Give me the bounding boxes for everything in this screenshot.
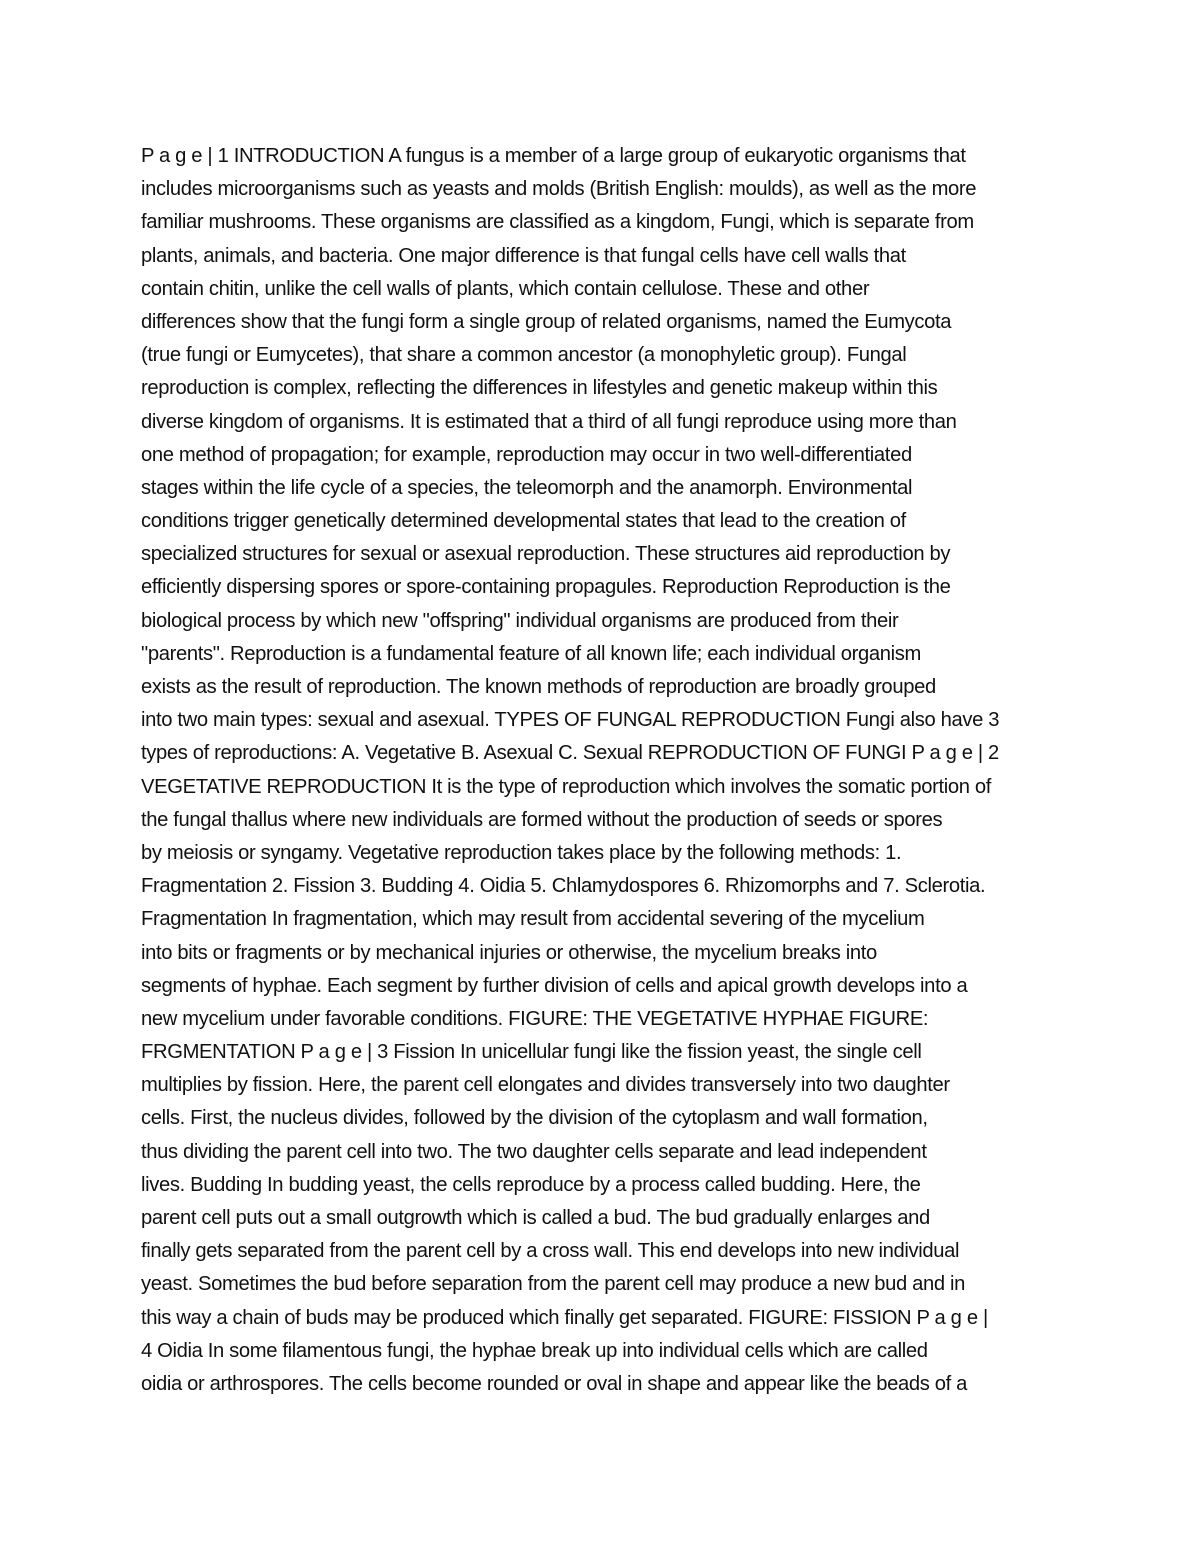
text-line: plants, animals, and bacteria. One major difference is that fungal cells have cell walls that bbox=[141, 244, 906, 267]
text-line: includes microorganisms such as yeasts and molds (British English: moulds), as well as the more bbox=[141, 178, 977, 201]
text-line: VEGETATIVE REPRODUCTION It is the type of reproduction which involves the somatic portion of bbox=[141, 775, 992, 798]
text-line: into bits or fragments or by mechanical injuries or otherwise, the mycelium breaks into bbox=[141, 941, 877, 964]
text-line: parent cell puts out a small outgrowth which is called a bud. The bud gradually enlarges and bbox=[141, 1207, 930, 1229]
text-line: P a g e | 1 INTRODUCTION A fungus is a member of a large group of eukaryotic organisms that bbox=[141, 145, 966, 167]
text-line: 4 Oidia In some filamentous fungi, the hyphae break up into individual cells which are called bbox=[141, 1339, 928, 1362]
text-line: specialized structures for sexual or asexual reproduction. These structures aid reproduction by bbox=[141, 543, 951, 566]
text-line: "parents". Reproduction is a fundamental feature of all known life; each individual organism bbox=[141, 642, 922, 665]
text-line: conditions trigger genetically determined developmental states that lead to the creation of bbox=[141, 510, 906, 533]
text-line: types of reproductions: A. Vegetative B. Asexual C. Sexual REPRODUCTION OF FUNGI P a g e | 2 bbox=[141, 742, 999, 765]
text-line: diverse kingdom of organisms. It is estimated that a third of all fungi reproduce using more than bbox=[141, 410, 957, 433]
text-line: cells. First, the nucleus divides, followed by the division of the cytoplasm and wall formation, bbox=[141, 1107, 928, 1130]
text-line: segments of hyphae. Each segment by further division of cells and apical growth develops into a bbox=[141, 974, 968, 997]
text-line: differences show that the fungi form a single group of related organisms, named the Eumycota bbox=[141, 310, 952, 333]
text-line: one method of propagation; for example, reproduction may occur in two well-differentiated bbox=[141, 443, 912, 466]
text-line: biological process by which new "offspring" individual organisms are produced from their bbox=[141, 609, 899, 632]
text-line: exists as the result of reproduction. The known methods of reproduction are broadly grouped bbox=[141, 676, 936, 698]
text-line: Fragmentation 2. Fission 3. Budding 4. Oidia 5. Chlamydospores 6. Rhizomorphs and 7. Sclerotia. bbox=[141, 875, 986, 898]
text-line: efficiently dispersing spores or spore-containing propagules. Reproduction Reproduction is the bbox=[141, 576, 951, 599]
text-line: into two main types: sexual and asexual. TYPES OF FUNGAL REPRODUCTION Fungi also have 3 bbox=[141, 709, 1000, 732]
text-line: contain chitin, unlike the cell walls of plants, which contain cellulose. These and other bbox=[141, 277, 870, 300]
text-line: new mycelium under favorable conditions. FIGURE: THE VEGETATIVE HYPHAE FIGURE: bbox=[141, 1007, 929, 1030]
text-line: FRGMENTATION P a g e | 3 Fission In unicellular fungi like the fission yeast, the single cell bbox=[141, 1041, 922, 1064]
text-line: reproduction is complex, reflecting the differences in lifestyles and genetic makeup within this bbox=[141, 377, 938, 400]
text-line: thus dividing the parent cell into two. The two daughter cells separate and lead independent bbox=[141, 1140, 927, 1163]
text-line: this way a chain of buds may be produced which finally get separated. FIGURE: FISSION P a g e | bbox=[141, 1306, 988, 1329]
text-line: Fragmentation In fragmentation, which may result from accidental severing of the mycelium bbox=[141, 908, 925, 931]
text-line: familiar mushrooms. These organisms are classified as a kingdom, Fungi, which is separate from bbox=[141, 211, 974, 234]
text-line: lives. Budding In budding yeast, the cells reproduce by a process called budding. Here, the bbox=[141, 1173, 921, 1196]
text-line: multiplies by fission. Here, the parent cell elongates and divides transversely into two daughter bbox=[141, 1074, 950, 1097]
text-line: oidia or arthrospores. The cells become rounded or oval in shape and appear like the beads of a bbox=[141, 1372, 968, 1395]
text-line: yeast. Sometimes the bud before separation from the parent cell may produce a new bud and in bbox=[141, 1273, 966, 1296]
text-line: by meiosis or syngamy. Vegetative reproduction takes place by the following methods: 1. bbox=[141, 841, 902, 864]
text-line: (true fungi or Eumycetes), that share a common ancestor (a monophyletic group). Fungal bbox=[141, 344, 907, 367]
text-line: stages within the life cycle of a species, the teleomorph and the anamorph. Environmental bbox=[141, 476, 913, 499]
body-text bbox=[141, 140, 1071, 1401]
text-line: finally gets separated from the parent cell by a cross wall. This end develops into new individual bbox=[141, 1240, 960, 1263]
text-line: the fungal thallus where new individuals are formed without the production of seeds or spores bbox=[141, 808, 943, 831]
